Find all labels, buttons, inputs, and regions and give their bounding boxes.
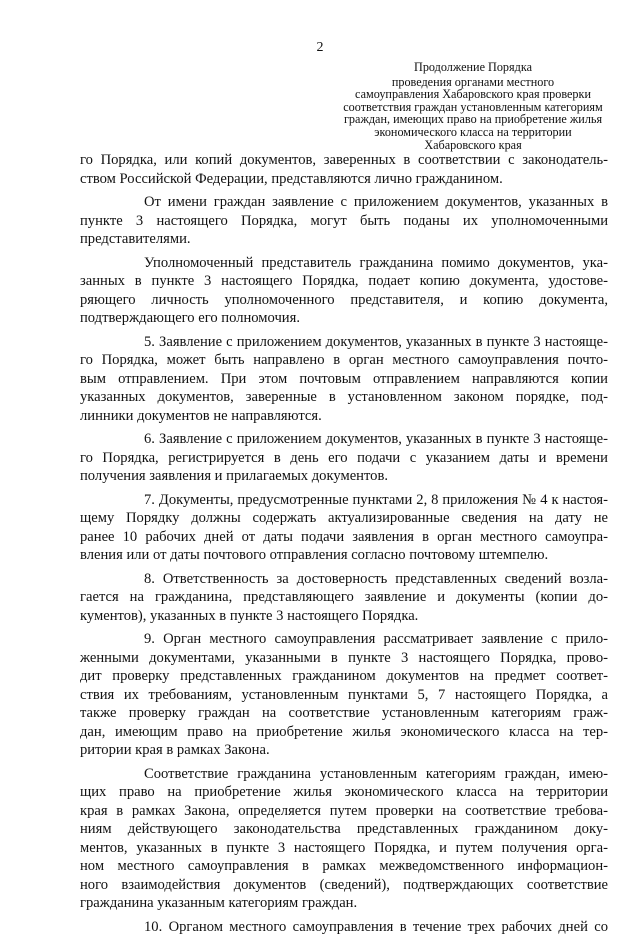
- header-line: самоуправления Хабаровского края проверки: [338, 88, 608, 101]
- paragraph-line: ного взаимодействия документов (сведений), подтверждающих соответствие: [80, 876, 608, 895]
- paragraph-line: 10. Органом местного самоуправления в течение трех рабочих дней со: [80, 918, 608, 936]
- paragraph: [80, 918, 608, 936]
- paragraph-line: края в рамках Закона, определяется путем проверки на соответствие требова-: [80, 802, 608, 821]
- paragraph-line: представителями.: [80, 230, 608, 249]
- paragraph-line: пункте 3 настоящего Порядка, могут быть поданы их уполномоченными: [80, 212, 608, 231]
- paragraph-line: 7. Документы, предусмотренные пунктами 2, 8 приложения № 4 к настоя-: [80, 491, 608, 510]
- paragraph: [80, 254, 608, 328]
- paragraph-line: го Порядка, может быть направлено в орган местного самоуправления почто-: [80, 351, 608, 370]
- paragraph: [80, 765, 608, 913]
- paragraph-line: линники документов не направляются.: [80, 407, 608, 426]
- paragraph-line: кументов), указанных в пункте 3 настоящего Порядка.: [80, 607, 608, 626]
- paragraph-line: вления или от даты почтового отправления согласно почтовому штемпелю.: [80, 546, 608, 565]
- paragraph-line: ряющего личность уполномоченного представителя, и копию документа,: [80, 291, 608, 310]
- paragraph-line: ритории края в рамках Закона.: [80, 741, 608, 760]
- paragraph: [80, 630, 608, 760]
- paragraph-line: От имени граждан заявление с приложением документов, указанных в: [80, 193, 608, 212]
- header-line: Хабаровского края: [338, 139, 608, 152]
- paragraph: [80, 430, 608, 486]
- paragraph: [80, 570, 608, 626]
- paragraph-line: го Порядка, или копий документов, заверенных в соответствии с законодатель-: [80, 151, 608, 170]
- paragraph-line: гражданина указанным категориям граждан.: [80, 894, 608, 913]
- paragraph: [80, 333, 608, 426]
- header-line: соответствия граждан установленным категориям: [338, 101, 608, 114]
- paragraph-line: 6. Заявление с приложением документов, указанных в пункте 3 настояще-: [80, 430, 608, 449]
- paragraph-line: щему Порядку должны содержать актуализированные сведения на дату не: [80, 509, 608, 528]
- paragraph-line: щих право на приобретение жилья экономического класса на территории: [80, 783, 608, 802]
- paragraph-line: го Порядка, регистрируется в день его подачи с указанием даты и времени: [80, 449, 608, 468]
- paragraph-line: ством Российской Федерации, представляются лично гражданином.: [80, 170, 608, 189]
- paragraph-line: вым отправлением. При этом почтовым отправлением направляются копии: [80, 370, 608, 389]
- paragraph-line: 5. Заявление с приложением документов, указанных в пункте 3 настояще-: [80, 333, 608, 352]
- paragraph-line: 8. Ответственность за достоверность представленных сведений возла-: [80, 570, 608, 589]
- paragraph-line: 9. Орган местного самоуправления рассматривает заявление с прило-: [80, 630, 608, 649]
- paragraph-line: подтверждающего его полномочия.: [80, 309, 608, 328]
- paragraph-line: дан, имеющим право на приобретение жилья экономического класса на тер-: [80, 723, 608, 742]
- document-body: [80, 151, 608, 936]
- paragraph: [80, 491, 608, 565]
- paragraph-line: ниям действующего законодательства представленных гражданином доку-: [80, 820, 608, 839]
- paragraph: [80, 193, 608, 249]
- page-number: 2: [0, 40, 640, 56]
- paragraph-line: также проверку граждан на соответствие установленным категориям граж-: [80, 704, 608, 723]
- paragraph-line: Соответствие гражданина установленным категориям граждан, имею-: [80, 765, 608, 784]
- paragraph-line: гается на гражданина, представляющего заявление и документы (копии до-: [80, 588, 608, 607]
- paragraph: [80, 151, 608, 188]
- paragraph-line: занных в пункте 3 настоящего Порядка, подает копию документа, удостове-: [80, 272, 608, 291]
- paragraph-line: указанных документов, заверенные в установленном законом порядке, под-: [80, 388, 608, 407]
- header-line: Продолжение Порядка: [338, 61, 608, 74]
- paragraph-line: женными документами, указанными в пункте 3 настоящего Порядка, прово-: [80, 649, 608, 668]
- header-line: граждан, имеющих право на приобретение жилья: [338, 113, 608, 126]
- document-header: [338, 61, 608, 151]
- header-line: проведения органами местного: [338, 76, 608, 89]
- paragraph-line: получения заявления и прилагаемых документов.: [80, 467, 608, 486]
- paragraph-line: ствия их требованиям, установленным пунктами 5, 7 настоящего Порядка, а: [80, 686, 608, 705]
- paragraph-line: ранее 10 рабочих дней от даты подачи заявления в орган местного самоупра-: [80, 528, 608, 547]
- paragraph-line: ментов, указанных в пункте 3 настоящего Порядка, и путем получения орга-: [80, 839, 608, 858]
- header-line: экономического класса на территории: [338, 126, 608, 139]
- paragraph-line: Уполномоченный представитель гражданина помимо документов, ука-: [80, 254, 608, 273]
- paragraph-line: дит проверку представленных гражданином документов на предмет соответ-: [80, 667, 608, 686]
- paragraph-line: ном местного самоуправления в рамках межведомственного информацион-: [80, 857, 608, 876]
